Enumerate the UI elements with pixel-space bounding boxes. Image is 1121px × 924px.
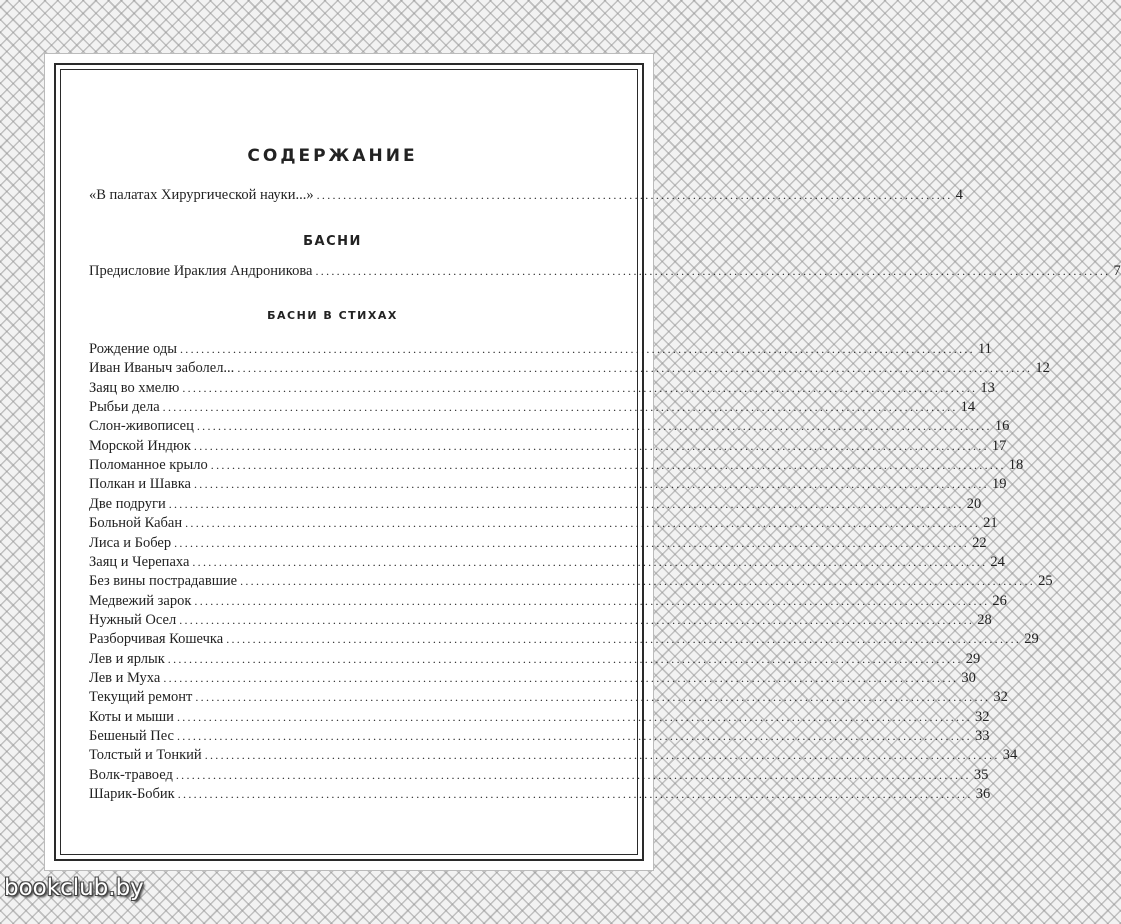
dot-leader: ...................................................................................................................................................... (193, 477, 989, 492)
dot-leader: ...................................................................................................................................................... (240, 574, 1036, 589)
toc-entry-page: 30 (961, 669, 976, 686)
toc-entry (89, 668, 976, 688)
toc-entry-page: 29 (1024, 631, 1039, 648)
section-subheading: БАСНИ В СТИХАХ (267, 309, 398, 322)
toc-entry-page: 4 (955, 187, 963, 203)
toc-entry-page: 21 (983, 515, 998, 532)
toc-entry (89, 571, 1053, 591)
toc-entry-page: 33 (974, 728, 990, 744)
toc-entry-title: Нужный Осел (89, 611, 177, 628)
toc-entry-title: Заяц во хмелю (89, 379, 180, 396)
toc-entry (89, 436, 1007, 456)
toc-entry (89, 474, 1007, 494)
toc-entry-page: 24 (990, 553, 1005, 570)
toc-entry-title: Рождение оды (89, 341, 177, 357)
toc-entry (89, 552, 1005, 572)
page-title: СОДЕРЖАНИЕ (247, 146, 418, 166)
toc-entry-title: Заяц и Черепаха (89, 553, 190, 570)
dot-leader: ...................................................................................................................................................... (195, 690, 991, 705)
toc-entry (89, 416, 1010, 436)
dot-leader: ...................................................................................................................................................... (194, 593, 990, 608)
toc-entry (89, 649, 981, 669)
dot-leader: ...................................................................................................................................................... (167, 651, 963, 666)
toc-entry-page: 25 (1038, 573, 1053, 590)
toc-entry-title: Шарик-Бобик (89, 786, 175, 803)
toc-entry (89, 533, 987, 553)
dot-leader: ...................................................................................................................................................... (185, 516, 981, 531)
toc-entry-page: 19 (991, 476, 1007, 493)
toc-entry-page: 12 (1035, 360, 1050, 377)
toc-entry (89, 765, 989, 785)
toc-entry (89, 591, 1007, 611)
toc-entry-page: 11 (977, 341, 992, 357)
dot-leader: ...................................................................................................................................................... (315, 264, 1111, 278)
dot-leader: ...................................................................................................................................................... (175, 767, 971, 782)
dot-leader: ...................................................................................................................................................... (163, 670, 959, 685)
toc-entry-page: 14 (960, 399, 976, 416)
toc-entry (89, 610, 992, 630)
dot-leader: ...................................................................................................................................................... (179, 612, 975, 627)
toc-entry-title: Предисловие Ираклия Андроникова (89, 263, 313, 279)
toc-entry-page: 32 (974, 708, 990, 725)
toc-entry-page: 34 (1002, 747, 1018, 764)
dot-leader: ...................................................................................................................................................... (168, 496, 964, 511)
toc-entry-title: Волк-травоед (89, 766, 173, 783)
dot-leader: ...................................................................................................................................................... (174, 535, 970, 550)
dot-leader: ...................................................................................................................................................... (176, 709, 972, 724)
toc-entry-page: 22 (972, 534, 987, 551)
toc-entry-page: 28 (977, 611, 992, 628)
toc-entry (89, 687, 1008, 707)
dot-leader: ...................................................................................................................................................... (193, 438, 989, 453)
toc-entry-title: Больной Кабан (89, 515, 183, 532)
toc-entry (89, 726, 990, 746)
toc-entry-page: 36 (975, 786, 991, 803)
dot-leader: ...................................................................................................................................................... (179, 342, 975, 356)
toc-entry (89, 784, 991, 804)
dot-leader: ...................................................................................................................................................... (192, 554, 988, 569)
toc-entry (89, 261, 1121, 281)
toc-entry-page: 16 (994, 418, 1010, 435)
toc-entry-title: Медвежий зарок (89, 592, 192, 609)
toc-entry-title: Иван Иваныч заболел... (89, 360, 235, 377)
toc-entry (89, 707, 990, 727)
toc-entry-page: 29 (965, 650, 981, 667)
toc-entry-title: Лиса и Бобер (89, 534, 172, 551)
toc-entry (89, 339, 992, 359)
toc-entry-title: Разборчивая Кошечка (89, 631, 224, 648)
toc-entry-title: Текущий ремонт (89, 689, 193, 706)
toc-entry-page: 17 (991, 437, 1007, 454)
toc-entry (89, 358, 1050, 378)
watermark: bookclub.by (4, 875, 144, 901)
toc-entry (89, 513, 998, 533)
section-heading: БАСНИ (303, 234, 362, 249)
toc-entry-title: Поломанное крыло (89, 457, 208, 474)
toc-entry-title: Бешеный Пес (89, 728, 174, 744)
dot-leader: ...................................................................................................................................................... (204, 748, 1000, 763)
toc-entry (89, 494, 982, 514)
dot-leader: ...................................................................................................................................................... (176, 729, 972, 743)
toc-entry-page: 7 (1113, 263, 1121, 279)
toc-entry-page: 13 (980, 379, 995, 396)
dot-leader: ........................................................................................................................ (316, 188, 953, 202)
toc-entry-title: «В палатах Хирургической науки...» (89, 187, 314, 203)
toc-entry-page: 18 (1008, 457, 1024, 474)
toc-entry-title: Коты и мыши (89, 708, 174, 725)
dot-leader: ...................................................................................................................................................... (196, 419, 992, 434)
book-page (44, 53, 1121, 871)
toc-entry-page: 35 (973, 766, 989, 783)
toc-entry-title: Рыбьи дела (89, 399, 160, 416)
toc-entry (89, 455, 1024, 475)
toc-entry-page: 26 (992, 592, 1007, 609)
dot-leader: ...................................................................................................................................................... (162, 400, 958, 415)
toc-entry-title: Морской Индюк (89, 437, 191, 454)
dot-leader: ...................................................................................................................................................... (177, 787, 973, 802)
toc-entry-title: Лев и ярлык (89, 650, 165, 667)
toc-entry-title: Без вины пострадавшие (89, 573, 238, 590)
dot-leader: ...................................................................................................................................................... (226, 632, 1022, 647)
toc-intro (89, 185, 963, 205)
toc-entry (89, 378, 995, 398)
dot-leader: ...................................................................................................................................................... (210, 458, 1006, 473)
dot-leader: ...................................................................................................................................................... (237, 361, 1033, 376)
toc-entry-page: 20 (966, 495, 982, 512)
toc-entry-title: Полкан и Шавка (89, 476, 191, 493)
dot-leader: ...................................................................................................................................................... (182, 380, 978, 395)
toc-entry-page: 32 (993, 689, 1008, 706)
toc-entry-title: Толстый и Тонкий (89, 747, 202, 764)
toc-entry-title: Две подруги (89, 495, 166, 512)
toc-entry (89, 745, 1018, 765)
toc-entry-title: Слон-живописец (89, 418, 194, 435)
toc-entry-title: Лев и Муха (89, 669, 161, 686)
toc-entry (89, 629, 1039, 649)
toc-entry (89, 397, 976, 417)
